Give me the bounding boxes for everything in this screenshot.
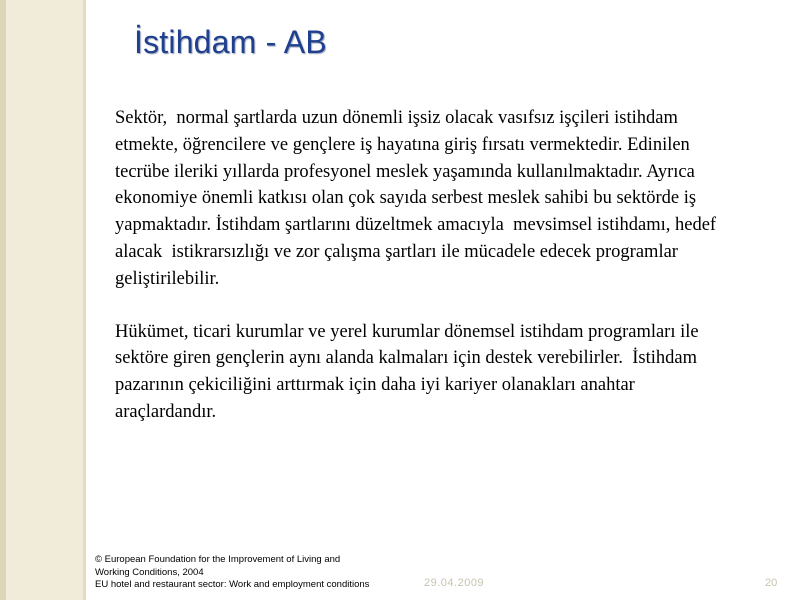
side-decoration-strip xyxy=(0,0,86,600)
footer-date: 29.04.2009 xyxy=(424,577,485,589)
side-decoration-edge xyxy=(0,0,6,600)
page-number: 20 xyxy=(765,577,778,589)
body-paragraph-1: Sektör, normal şartlarda uzun dönemli işsiz olacak vasıfsız işçileri istihdam etmekte, öğrencilere ve gençlere iş hayatına giriş fırsatı vermektedir. Edinilen tecrübe ileriki yıllarda profesyonel meslek yaşamında kullanılmaktadır. Ayrıca ekonomiye önemli katkısı olan çok sayıda serbest meslek sahibi bu sektörde iş yapmaktadır. İstihdam şartlarını düzeltmek amacıyla mevsimsel istihdamı, hedef alacak istikrarsızlığı ve zor çalışma şartları ile mücadele edecek programlar geliştirilebilir. xyxy=(115,108,721,289)
footer-copyright-line: © European Foundation for the Improvement of Living and xyxy=(95,554,341,565)
footer-copyright-line: EU hotel and restaurant sector: Work and employment conditions xyxy=(95,579,370,590)
slide-title: İstihdam - AB xyxy=(134,24,327,60)
slide-body xyxy=(115,105,735,426)
body-paragraph-2: Hükümet, ticari kurumlar ve yerel kurumlar dönemsel istihdam programları ile sektöre giren gençlerin aynı alanda kalmaları için destek verebilirler. İstihdam pazarının çekiciliğini arttırmak için daha iyi kariyer olanakları anahtar araçlardandır. xyxy=(115,321,704,422)
footer-copyright-line: Working Conditions, 2004 xyxy=(95,566,204,578)
footer-copyright xyxy=(95,554,369,592)
